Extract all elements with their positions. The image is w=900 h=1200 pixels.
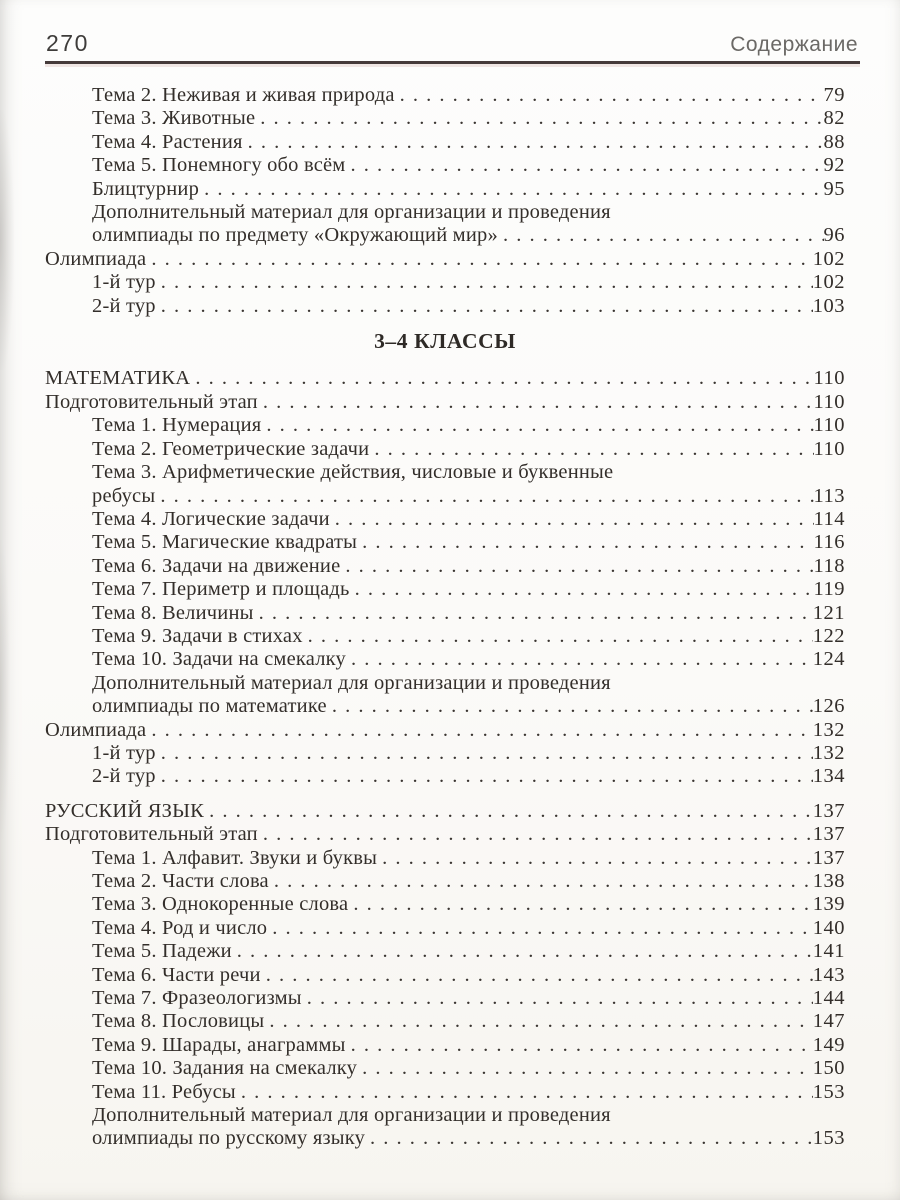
toc-entry-title: Дополнительный материал для организации и проведения [92,1104,611,1127]
toc-entry-title: Тема 5. Понемногу обо всём [92,154,346,177]
toc-page-number: 82 [823,107,845,130]
section-heading: 3–4 КЛАССЫ [374,329,516,354]
toc-entry [45,870,845,893]
toc-entry [45,107,845,130]
dot-leader [232,940,813,963]
toc-entry [45,391,845,414]
toc-page-number: 92 [823,154,845,177]
dot-leader [269,870,813,893]
toc-entry-title: олимпиады по русскому языку [92,1127,366,1150]
toc-page-number: 110 [813,390,845,413]
dot-leader [254,602,813,625]
toc-entry [45,461,845,484]
toc-entry [45,1034,845,1057]
toc-entry [45,531,845,554]
toc-page-number: 153 [812,1127,845,1150]
toc-entry-title: Дополнительный материал для организации и проведения [92,201,611,224]
dot-leader [155,485,813,508]
toc-list [45,84,845,1151]
toc-entry-title: Дополнительный материал для организации и проведения [92,671,611,694]
toc-page-number: 132 [812,741,845,764]
toc-entry-title: Тема 2. Неживая и живая природа [92,84,395,106]
toc-entry-title: Тема 4. Род и число [92,916,268,939]
toc-entry [45,178,845,201]
toc-entry-title: Блицтурнир [92,177,200,200]
toc-entry-title: Тема 9. Шарады, анаграммы [92,1033,346,1056]
toc-entry-title: МАТЕМАТИКА [45,367,191,390]
toc-entry [45,367,845,390]
toc-page-number: 139 [812,893,845,916]
toc-page-number: 110 [813,414,845,437]
dot-leader [146,248,812,271]
toc-page-number: 102 [812,271,845,294]
toc-page-number: 121 [812,601,845,624]
toc-entry-title: олимпиады по предмету «Окружающий мир» [92,224,498,247]
toc-entry [45,940,845,963]
toc-page-number: 140 [812,916,845,939]
toc-entry [45,987,845,1010]
toc-entry-title: Тема 5. Магические квадраты [92,531,358,554]
toc-entry-title: 2-й тур [92,294,156,317]
toc-entry [45,485,845,508]
dot-leader [156,295,813,318]
toc-page-number: 137 [812,799,845,822]
page-header [46,30,858,57]
dot-leader [156,742,813,765]
toc-entry [45,1081,845,1104]
toc-page-number: 137 [812,846,845,869]
toc-entry [45,625,845,648]
toc-page-number: 113 [813,484,845,507]
toc-page-number: 110 [813,437,845,460]
dot-leader [345,154,823,177]
toc-entry [45,508,845,531]
toc-entry [45,224,845,247]
toc-page-number: 88 [823,130,845,153]
toc-entry [45,414,845,437]
toc-entry [45,742,845,765]
toc-entry-title: Тема 2. Геометрические задачи [92,437,370,460]
toc-entry [45,765,845,788]
dot-leader [258,823,813,846]
toc-page-number: 153 [812,1080,845,1103]
dot-leader [264,1010,812,1033]
toc-page-number: 126 [812,695,845,718]
dot-leader [156,271,813,294]
toc-entry [45,1057,845,1080]
dot-leader [330,508,814,531]
folio-page-number: 270 [46,30,89,56]
toc-entry [45,84,845,107]
toc-entry-title: Тема 5. Падежи [92,940,232,963]
toc-page-number: 138 [812,870,845,892]
toc-entry [45,1104,845,1127]
toc-page-number: 102 [812,247,845,270]
dot-leader [261,964,813,987]
dot-leader [346,648,813,671]
toc-entry-title: Тема 7. Периметр и площадь [92,578,350,601]
toc-entry-title: олимпиады по математике [92,695,327,718]
dot-leader [348,893,812,916]
toc-page-number: 118 [813,554,845,577]
dot-leader [395,84,824,107]
toc-entry-title: Тема 4. Логические задачи [92,507,330,530]
toc-page-number: 79 [823,84,845,106]
toc-entry-title: Тема 8. Пословицы [92,1010,265,1033]
dot-leader [350,578,814,601]
toc-page-number: 143 [812,963,845,986]
toc-entry [45,602,845,625]
toc-entry-title: Тема 9. Задачи в стихах [92,624,303,647]
toc-entry [45,719,845,742]
toc-page-number: 110 [813,367,845,390]
toc-page-number: 116 [813,531,845,554]
toc-entry-title: Подготовительный этап [45,823,258,846]
running-title: Содержание [730,33,858,56]
header-rule [45,61,860,64]
dot-leader [357,1057,813,1080]
dot-leader [327,695,813,718]
toc-entry [45,131,845,154]
toc-page-number: 147 [812,1010,845,1033]
toc-page-number: 114 [813,507,845,530]
toc-entry-title: Тема 6. Части речи [92,963,261,986]
toc-entry [45,695,845,718]
dot-leader [190,367,813,390]
scan-artifact [0,110,14,370]
toc-entry-title: Тема 11. Ребусы [92,1080,236,1103]
dot-leader [346,1034,813,1057]
dot-leader [243,131,824,154]
toc-page-number: 95 [823,177,845,200]
dot-leader [261,414,813,437]
toc-page-number: 103 [812,294,845,317]
dot-leader [340,555,813,578]
toc-entry-title: Тема 10. Задачи на смекалку [92,648,346,671]
dot-leader [255,107,823,130]
toc-entry-title: Тема 3. Животные [92,107,256,130]
toc-entry-title: Тема 3. Арифметические действия, числовые и буквенные [92,461,614,484]
dot-leader [498,224,824,247]
dot-leader [236,1081,813,1104]
toc-entry-title: РУССКИЙ ЯЗЫК [45,799,205,822]
toc-entry [45,800,845,823]
toc-page-number: 150 [812,1057,845,1080]
toc-entry [45,648,845,671]
toc-entry-title: Подготовительный этап [45,390,258,413]
toc-entry-title: Тема 2. Части слова [92,870,269,892]
dot-leader [146,719,812,742]
toc-page-number: 132 [812,718,845,741]
toc-entry [45,295,845,318]
toc-entry [45,201,845,224]
toc-entry-title: Тема 8. Величины [92,601,254,624]
dot-leader [357,531,813,554]
toc-entry-title: Тема 7. Фразеологизмы [92,987,302,1010]
toc-entry-title: Тема 6. Задачи на движение [92,554,341,577]
toc-entry [45,1010,845,1033]
toc-entry [45,917,845,940]
toc-page-number: 141 [812,940,845,963]
toc-entry [45,1127,845,1150]
toc-entry-title: Тема 4. Растения [92,130,243,153]
toc-entry-title: 2-й тур [92,765,156,788]
toc-page-number: 96 [823,224,845,247]
toc-page-number: 149 [812,1033,845,1056]
dot-leader [199,178,823,201]
toc-page-number: 119 [813,578,845,601]
toc-entry [45,964,845,987]
toc-entry [45,578,845,601]
toc-entry-title: Тема 1. Алфавит. Звуки и буквы [92,846,378,869]
toc-entry-title: Тема 3. Однокоренные слова [92,893,349,916]
toc-entry [45,271,845,294]
toc-entry [45,893,845,916]
toc-entry-title: 1-й тур [92,741,156,764]
toc-entry-title: Тема 1. Нумерация [92,414,262,437]
toc-entry [45,847,845,870]
toc-page-number: 144 [812,987,845,1010]
dot-leader [204,800,813,823]
toc-entry [45,154,845,177]
toc-entry-title: Олимпиада [45,718,147,741]
toc-entry-title: Олимпиада [45,247,147,270]
toc-entry [45,672,845,695]
toc-entry [45,248,845,271]
toc-entry-title: ребусы [92,484,156,507]
toc-entry [45,438,845,461]
dot-leader [156,765,813,788]
scan-artifact [0,540,10,840]
dot-leader [303,625,813,648]
toc-entry-title: Тема 10. Задания на смекалку [92,1057,358,1080]
dot-leader [258,391,814,414]
toc-entry-title: 1-й тур [92,271,156,294]
dot-leader [365,1127,813,1150]
toc-page-number: 122 [812,624,845,647]
dot-leader [369,438,813,461]
dot-leader [302,987,813,1010]
dot-leader [267,917,812,940]
toc-entry [45,555,845,578]
dot-leader [377,847,813,870]
toc-page-number: 137 [812,823,845,846]
toc-entry [45,823,845,846]
toc-page-number: 124 [812,648,845,671]
toc-page-number: 134 [812,765,845,788]
